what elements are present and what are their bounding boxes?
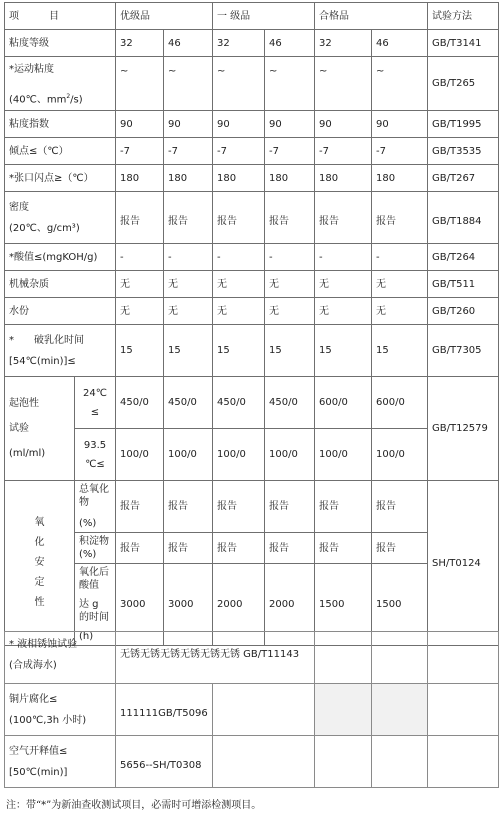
air-text: 5656--SH/T0308 bbox=[116, 736, 213, 788]
row-label: *张口闪点≥（℃） bbox=[5, 165, 116, 192]
cell: 100/0 bbox=[116, 429, 164, 481]
row-impurities bbox=[5, 271, 499, 298]
cell: -7 bbox=[213, 138, 265, 165]
cell: 无 bbox=[265, 271, 315, 298]
cell: -7 bbox=[372, 138, 428, 165]
row-demulsify bbox=[5, 325, 499, 377]
cell: 1500 bbox=[315, 564, 372, 646]
cell: - bbox=[213, 244, 265, 271]
empty-cell bbox=[372, 632, 428, 684]
sub-line: (h) bbox=[79, 631, 94, 642]
method-cell: GB/T267 bbox=[428, 165, 499, 192]
row-foam-1 bbox=[5, 377, 499, 429]
label-line2 bbox=[9, 90, 111, 106]
method-cell: GB/T264 bbox=[428, 244, 499, 271]
cell: 3000 bbox=[116, 564, 164, 646]
oxidation-sub2: 积淀物(%) bbox=[75, 533, 116, 564]
sub-line: 达 g 的时间 bbox=[79, 599, 109, 623]
cell: 32 bbox=[315, 30, 372, 57]
cell: 450/0 bbox=[265, 377, 315, 429]
cell: 32 bbox=[213, 30, 265, 57]
row-density bbox=[5, 192, 499, 244]
method-cell: GB/T260 bbox=[428, 298, 499, 325]
cell: 180 bbox=[116, 165, 164, 192]
cell: 90 bbox=[315, 111, 372, 138]
row-copper bbox=[5, 684, 499, 736]
rust-text: 无锈无锈无锈无锈无锈无锈 GB/T11143 bbox=[120, 649, 300, 660]
row-label bbox=[5, 325, 116, 377]
cell: - bbox=[315, 244, 372, 271]
row-rust bbox=[5, 632, 499, 684]
label-line1: 铜片腐化≤ bbox=[9, 693, 58, 705]
label-line1: * 液相锈蚀试验 bbox=[9, 639, 78, 650]
footnote: 注：带“*”为新油查收测试项目，必需时可增添检测项目。 bbox=[6, 800, 262, 811]
oxidation-sub1 bbox=[75, 481, 116, 533]
empty-cell bbox=[213, 736, 315, 788]
method-cell: GB/T265 bbox=[428, 57, 499, 111]
cell: 15 bbox=[372, 325, 428, 377]
cell: 无 bbox=[116, 298, 164, 325]
cell: 报告 bbox=[372, 481, 428, 533]
copper-text: 111111GB/T5096 bbox=[116, 684, 213, 736]
method-cell: GB/T12579 bbox=[428, 377, 499, 481]
label-line2: (20℃、g/cm³) bbox=[9, 222, 80, 234]
cell: 450/0 bbox=[164, 377, 213, 429]
cell: 46 bbox=[372, 30, 428, 57]
cell: 报告 bbox=[116, 481, 164, 533]
method-cell: GB/T7305 bbox=[428, 325, 499, 377]
cell: 无 bbox=[213, 298, 265, 325]
cell: 报告 bbox=[372, 533, 428, 564]
cell: 报告 bbox=[164, 533, 213, 564]
label-line2: [54℃(min)]≤ bbox=[9, 355, 76, 367]
cell: 报告 bbox=[265, 533, 315, 564]
label-char: 安 bbox=[34, 557, 45, 568]
cell: 无 bbox=[372, 271, 428, 298]
header-row bbox=[5, 3, 499, 30]
sub-line: 93.5 bbox=[83, 439, 107, 451]
cell: 90 bbox=[164, 111, 213, 138]
row-label: 粘度等级 bbox=[5, 30, 116, 57]
header-item: 项 目 bbox=[5, 3, 116, 30]
cell: ~ bbox=[315, 57, 372, 111]
label-char: 定 bbox=[34, 577, 45, 588]
cell: 32 bbox=[116, 30, 164, 57]
empty-cell bbox=[372, 684, 428, 736]
cell: 180 bbox=[213, 165, 265, 192]
label2: (40℃、mm bbox=[9, 94, 67, 106]
sub-line: ℃≤ bbox=[85, 458, 105, 470]
cell: 100/0 bbox=[213, 429, 265, 481]
empty-cell bbox=[315, 632, 372, 684]
row-viscosity-grade bbox=[5, 30, 499, 57]
cell: 报告 bbox=[315, 192, 372, 244]
cell: 180 bbox=[164, 165, 213, 192]
label-line1: * 破乳化时间 bbox=[9, 334, 84, 346]
label-line1: 密度 bbox=[9, 201, 29, 213]
header-grade1: 优级品 bbox=[116, 3, 213, 30]
empty-cell bbox=[315, 684, 372, 736]
method-cell: SH/T0124 bbox=[428, 481, 499, 646]
cell: 报告 bbox=[213, 481, 265, 533]
row-pour-point bbox=[5, 138, 499, 165]
row-label bbox=[5, 57, 116, 111]
label2-sup: 2 bbox=[66, 93, 71, 100]
label-line2: [50℃(min)] bbox=[9, 766, 68, 778]
row-viscosity-index bbox=[5, 111, 499, 138]
method-cell: GB/T1995 bbox=[428, 111, 499, 138]
label-line2: (合成海水) bbox=[9, 660, 57, 671]
cell: 450/0 bbox=[213, 377, 265, 429]
cell: 无 bbox=[315, 271, 372, 298]
sub-line: (%) bbox=[79, 518, 97, 529]
label-line1: *运动粘度 bbox=[9, 64, 54, 75]
row-label: 机械杂质 bbox=[5, 271, 116, 298]
label-line: (ml/ml) bbox=[9, 448, 46, 459]
label-char: 氧 bbox=[34, 517, 45, 528]
cell: 报告 bbox=[265, 481, 315, 533]
cell: 450/0 bbox=[116, 377, 164, 429]
cell: ~ bbox=[265, 57, 315, 111]
row-acid bbox=[5, 244, 499, 271]
cell: - bbox=[372, 244, 428, 271]
cell: 15 bbox=[315, 325, 372, 377]
empty-cell bbox=[428, 736, 499, 788]
cell: 无 bbox=[213, 271, 265, 298]
method-cell: GB/T511 bbox=[428, 271, 499, 298]
spec-table-continued bbox=[4, 631, 499, 788]
row-label bbox=[5, 684, 116, 736]
header-grade3: 合格品 bbox=[315, 3, 428, 30]
cell: 90 bbox=[213, 111, 265, 138]
row-foam-2 bbox=[5, 429, 499, 481]
row-label: *酸值≤(mgKOH/g) bbox=[5, 244, 116, 271]
method-cell: GB/T3535 bbox=[428, 138, 499, 165]
label-line1: 空气开释值≤ bbox=[9, 745, 68, 757]
cell: 报告 bbox=[116, 533, 164, 564]
row-oxidation-2 bbox=[5, 533, 499, 564]
label-line: 试验 bbox=[9, 423, 29, 434]
cell: 15 bbox=[164, 325, 213, 377]
method-cell: GB/T1884 bbox=[428, 192, 499, 244]
label-char: 化 bbox=[34, 537, 45, 548]
cell: 无 bbox=[116, 271, 164, 298]
cell: 报告 bbox=[164, 481, 213, 533]
header-grade2: 一 级品 bbox=[213, 3, 315, 30]
row-label: 倾点≤（℃） bbox=[5, 138, 116, 165]
cell: - bbox=[116, 244, 164, 271]
cell: 46 bbox=[164, 30, 213, 57]
cell: 600/0 bbox=[372, 377, 428, 429]
row-air bbox=[5, 736, 499, 788]
cell: ~ bbox=[116, 57, 164, 111]
cell: 无 bbox=[265, 298, 315, 325]
foam-label bbox=[5, 377, 75, 481]
cell: 无 bbox=[315, 298, 372, 325]
method-cell: GB/T3141 bbox=[428, 30, 499, 57]
cell: -7 bbox=[265, 138, 315, 165]
empty-cell bbox=[428, 632, 499, 684]
row-label: 水份 bbox=[5, 298, 116, 325]
cell: 报告 bbox=[116, 192, 164, 244]
cell: 报告 bbox=[315, 533, 372, 564]
cell: 报告 bbox=[372, 192, 428, 244]
sub-line: 氧化后酸值 bbox=[79, 567, 109, 591]
cell: 报告 bbox=[213, 533, 265, 564]
oxidation-label bbox=[5, 481, 75, 646]
cell: ~ bbox=[164, 57, 213, 111]
cell: 100/0 bbox=[164, 429, 213, 481]
cell: 100/0 bbox=[265, 429, 315, 481]
cell: 180 bbox=[372, 165, 428, 192]
row-label: 粘度指数 bbox=[5, 111, 116, 138]
cell: 100/0 bbox=[372, 429, 428, 481]
label-char: 性 bbox=[34, 597, 45, 608]
row-label bbox=[5, 192, 116, 244]
cell: 180 bbox=[265, 165, 315, 192]
rust-values bbox=[116, 632, 315, 684]
cell: 报告 bbox=[164, 192, 213, 244]
cell: 2000 bbox=[265, 564, 315, 646]
cell: 报告 bbox=[315, 481, 372, 533]
cell: ~ bbox=[213, 57, 265, 111]
cell: 100/0 bbox=[315, 429, 372, 481]
cell: 报告 bbox=[265, 192, 315, 244]
cell: 600/0 bbox=[315, 377, 372, 429]
cell: -7 bbox=[116, 138, 164, 165]
cell: 90 bbox=[265, 111, 315, 138]
cell: 报告 bbox=[213, 192, 265, 244]
cell: 2000 bbox=[213, 564, 265, 646]
cell: 无 bbox=[372, 298, 428, 325]
spec-table bbox=[4, 2, 499, 646]
sub-line: 总氧化物 bbox=[79, 484, 109, 508]
foam-sub1 bbox=[75, 377, 116, 429]
cell: 15 bbox=[265, 325, 315, 377]
cell: -7 bbox=[164, 138, 213, 165]
cell: -7 bbox=[315, 138, 372, 165]
header-method: 试验方法 bbox=[428, 3, 499, 30]
row-oxidation-1 bbox=[5, 481, 499, 533]
cell: ~ bbox=[372, 57, 428, 111]
row-water bbox=[5, 298, 499, 325]
cell: 3000 bbox=[164, 564, 213, 646]
empty-cell bbox=[315, 736, 372, 788]
cell: 无 bbox=[164, 271, 213, 298]
cell: 90 bbox=[372, 111, 428, 138]
empty-cell bbox=[372, 736, 428, 788]
sub-line: ≤ bbox=[90, 406, 100, 418]
empty-cell bbox=[428, 684, 499, 736]
cell: 15 bbox=[213, 325, 265, 377]
cell: 无 bbox=[164, 298, 213, 325]
cell: 90 bbox=[116, 111, 164, 138]
cell: 15 bbox=[116, 325, 164, 377]
row-label bbox=[5, 632, 116, 684]
foam-sub2 bbox=[75, 429, 116, 481]
row-kinematic bbox=[5, 57, 499, 111]
label-line: 起泡性 bbox=[9, 398, 39, 409]
row-label bbox=[5, 736, 116, 788]
label-line2: (100℃,3h 小时) bbox=[9, 714, 87, 726]
label2-end: /s) bbox=[70, 94, 83, 106]
row-flash-point bbox=[5, 165, 499, 192]
cell: 180 bbox=[315, 165, 372, 192]
sub-line: 24℃ bbox=[83, 387, 107, 399]
empty-cell bbox=[213, 684, 315, 736]
cell: - bbox=[164, 244, 213, 271]
cell: 46 bbox=[265, 30, 315, 57]
cell: - bbox=[265, 244, 315, 271]
cell: 1500 bbox=[372, 564, 428, 646]
